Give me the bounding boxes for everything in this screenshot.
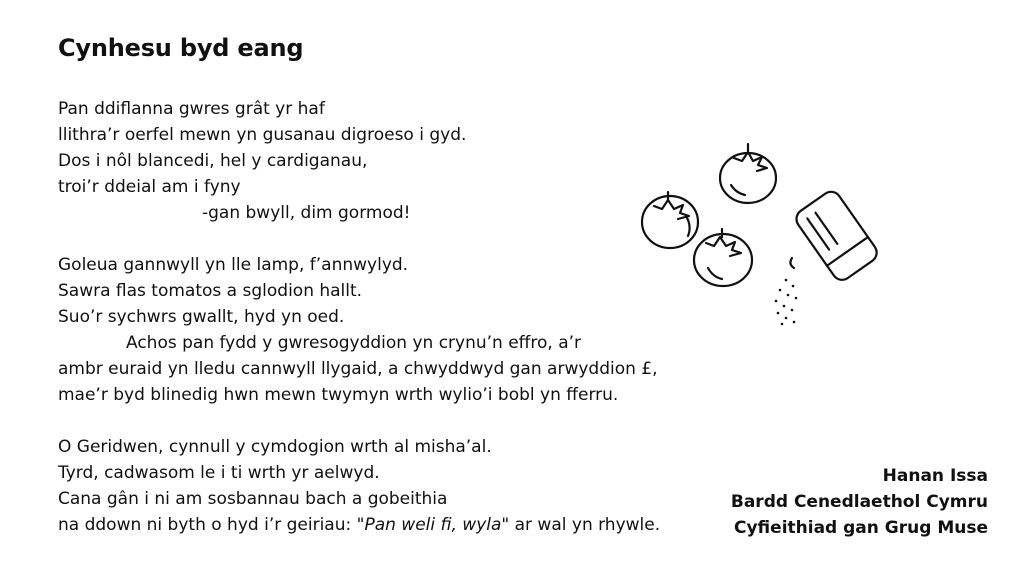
poem-line: ambr euraid yn lledu cannwyll llygaid, a chwyddwyd gan arwyddion £, — [58, 359, 658, 379]
poem-line: Sawra flas tomatos a sglodion hallt. — [58, 281, 363, 301]
author-role: Bardd Cenedlaethol Cymru — [730, 492, 988, 512]
poem-line: Pan ddiflanna gwres grât yr haf — [58, 99, 325, 119]
poem-line: Suo’r sychwrs gwallt, hyd yn oed. — [58, 307, 345, 327]
poem-line: Achos pan fydd y gwresogyddion yn crynu’n effro, a’r — [126, 333, 582, 353]
poem-body — [58, 96, 660, 538]
translation-credit: Cyfieithiad gan Grug Muse — [734, 518, 988, 538]
poem-quote: "Pan weli fi, wyla" — [356, 515, 510, 535]
tomato-icon — [720, 144, 776, 203]
author-name: Hanan Issa — [882, 466, 988, 486]
poem-line: O Geridwen, cynnull y cymdogion wrth al misha’al. — [58, 437, 492, 457]
stanza-gap — [58, 226, 660, 252]
tomato-icon — [694, 229, 752, 286]
poem-line-start: na ddown ni byth o hyd i’r geiriau: — [58, 515, 357, 535]
poem-line-end: ar wal yn rhywle. — [509, 515, 661, 535]
poem-line: -gan bwyll, dim gormod! — [202, 203, 411, 223]
salt-shaker-icon — [790, 188, 880, 284]
stanza-gap — [58, 408, 660, 434]
poem-line: troi’r ddeial am i fyny — [58, 177, 241, 197]
salt-grains — [775, 279, 798, 326]
credits — [731, 463, 988, 541]
poem-line: mae’r byd blinedig hwn mewn twymyn wrth wylio’i bobl yn fferru. — [58, 385, 619, 405]
poem-line: Cana gân i ni am sosbannau bach a gobeithia — [58, 489, 448, 509]
poem-line: Goleua gannwyll yn lle lamp, f’annwylyd. — [58, 255, 409, 275]
poem-line: Tyrd, cadwasom le i ti wrth yr aelwyd. — [58, 463, 380, 483]
tomato-icon — [642, 192, 698, 248]
poem-line — [58, 512, 660, 538]
poem-line: Dos i nôl blancedi, hel y cardiganau, — [58, 151, 368, 171]
tomatoes-and-salt-illustration — [636, 140, 896, 330]
poem-title: Cynhesu byd eang — [58, 34, 304, 62]
poem-line: llithra’r oerfel mewn yn gusanau digroeso i gyd. — [58, 125, 467, 145]
